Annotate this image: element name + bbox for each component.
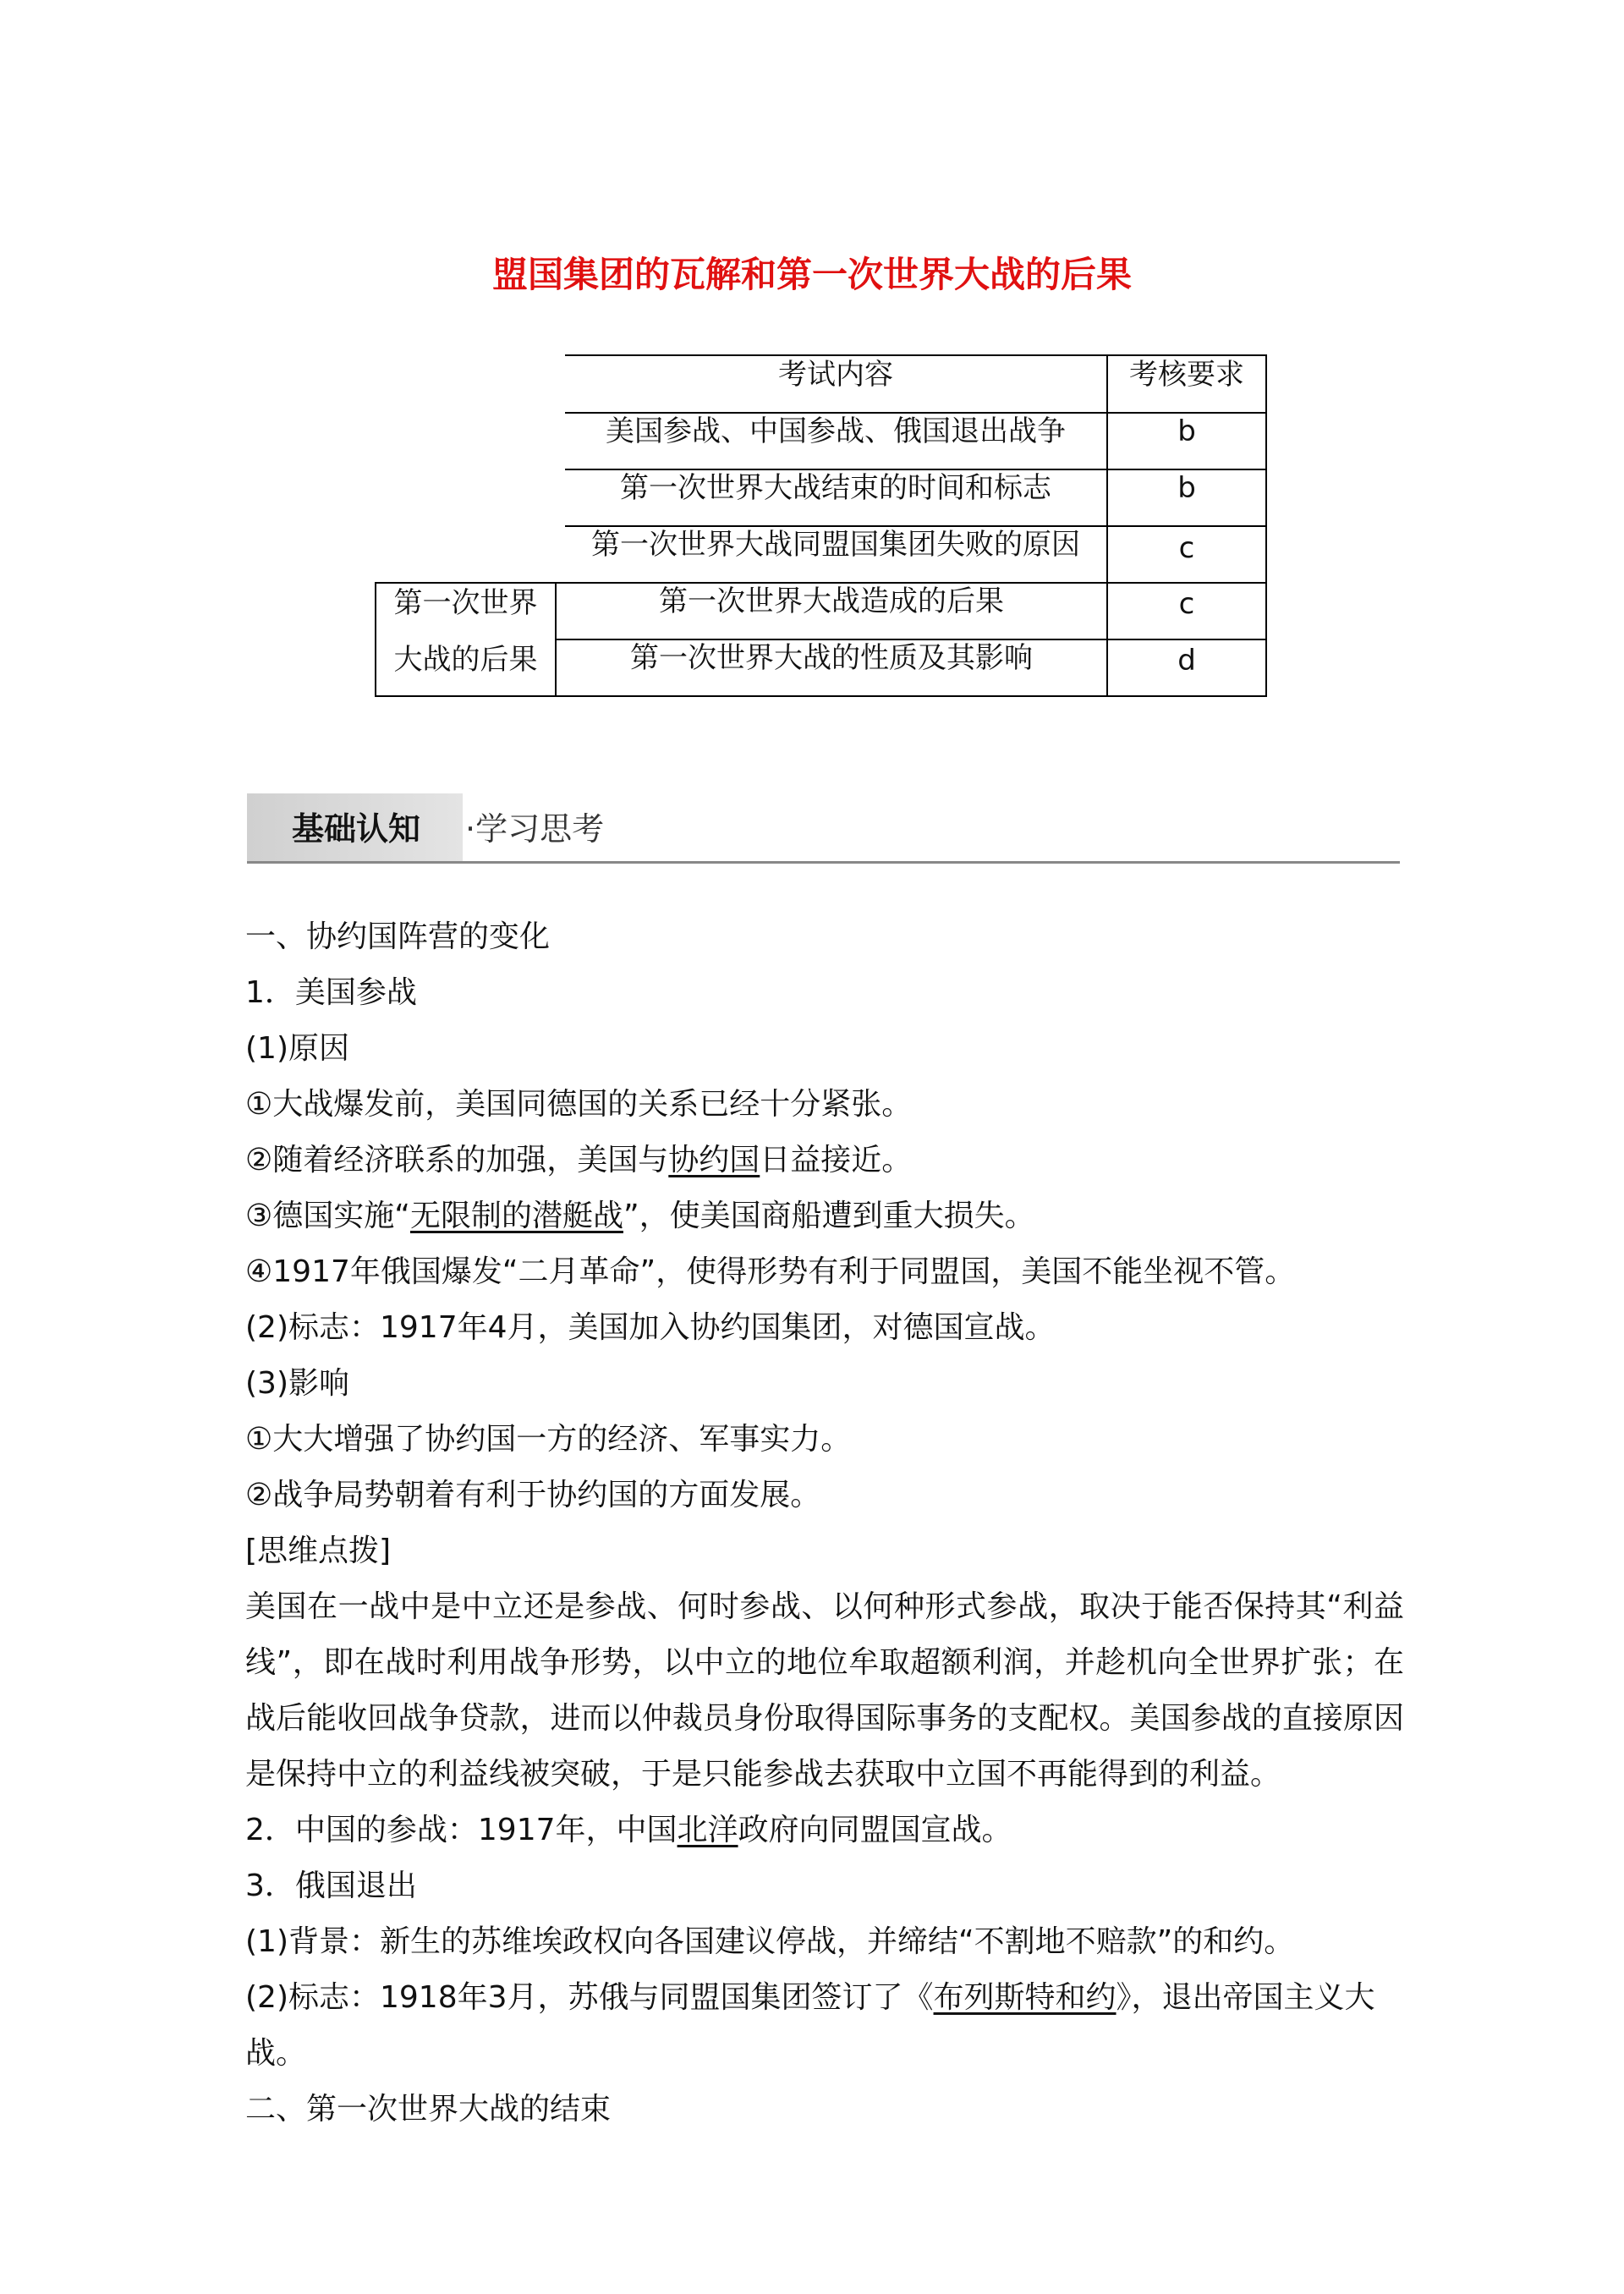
subheading: (3)影响 <box>245 1366 349 1401</box>
list-item: ④1917年俄国爆发“二月革命”，使得形势有利于同盟国，美国不能坐视不管。 <box>245 1254 1296 1289</box>
list-item: ③德国实施“无限制的潜艇战”，使美国商船遭到重大损失。 <box>245 1199 1035 1233</box>
table-rule <box>565 412 1267 414</box>
table-header-content: 考试内容 <box>778 358 893 392</box>
subheading: (2)标志：1918年3月，苏俄与同盟国集团签订了《布列斯特和约》，退出帝国主义大战。 <box>245 1980 1375 2071</box>
table-rule <box>557 639 1267 640</box>
table-cell-content: 第一次世界大战的性质及其影响 <box>630 641 1033 675</box>
table-rule <box>375 695 1267 697</box>
table-cell-content: 第一次世界大战结束的时间和标志 <box>620 471 1051 505</box>
table-cell-content: 第一次世界大战造成的后果 <box>659 584 1004 618</box>
body-text <box>245 909 1404 2138</box>
tip-label: [思维点拨] <box>245 1534 392 1568</box>
heading-level-1: 一、协约国阵营的变化 <box>245 919 551 954</box>
table-rule <box>565 354 1267 356</box>
tip-paragraph: 美国在一战中是中立还是参战、何时参战、以何种形式参战，取决于能否保持其“利益线”，即在战时利用战争形势，以中立的地位牟取超额利润，并趁机向全世界扩张；在战后能收回战争贷款，进而以仲裁员身份取得国际事务的支配权。美国参战的直接原因是保持中立的利益线被突破，于是只能参战去获取中立国不再能得到的利益。 <box>245 1589 1404 1792</box>
table-header-requirement: 考核要求 <box>1129 358 1244 392</box>
table-cell-content: 美国参战、中国参战、俄国退出战争 <box>606 414 1066 448</box>
underlined-term: 布列斯特和约 <box>933 1980 1116 2015</box>
subheading: (1)背景：新生的苏维埃政权向各国建议停战，并缔结“不割地不赔款”的和约。 <box>245 1924 1295 1959</box>
underlined-term: 无限制的潜艇战 <box>409 1199 623 1233</box>
underlined-term: 协约国 <box>668 1143 760 1177</box>
underlined-term: 北洋 <box>677 1813 738 1847</box>
heading-level-2: 2．中国的参战：1917年，中国北洋政府向同盟国宣战。 <box>245 1813 1012 1847</box>
table-cell-content: 第一次世界大战同盟国集团失败的原因 <box>591 528 1080 562</box>
table-rule <box>1265 354 1267 697</box>
list-item: ①大大增强了协约国一方的经济、军事实力。 <box>245 1422 852 1457</box>
subheading: (1)原因 <box>245 1031 349 1066</box>
heading-level-1: 二、第一次世界大战的结束 <box>245 2092 612 2127</box>
heading-level-2: 1．美国参战 <box>245 975 417 1010</box>
list-item: ①大战爆发前，美国同德国的关系已经十分紧张。 <box>245 1087 913 1122</box>
section-title: 基础认知 <box>292 810 421 848</box>
table-group-label: 第一次世界 <box>393 586 538 620</box>
section-divider <box>247 861 1400 864</box>
table-group-label: 大战的后果 <box>393 643 538 677</box>
table-rule <box>375 582 1267 584</box>
table-cell-requirement: c <box>1178 587 1195 621</box>
heading-level-2: 3．俄国退出 <box>245 1869 417 1903</box>
table-cell-requirement: d <box>1177 644 1196 678</box>
section-subtitle: ·学习思考 <box>465 810 605 848</box>
subheading: (2)标志：1917年4月，美国加入协约国集团，对德国宣战。 <box>245 1310 1056 1345</box>
table-cell-requirement: b <box>1177 414 1196 448</box>
table-rule <box>565 469 1267 470</box>
table-cell-requirement: c <box>1178 531 1195 565</box>
table-rule <box>565 525 1267 527</box>
list-item: ②战争局势朝着有利于协约国的方面发展。 <box>245 1478 821 1512</box>
table-cell-requirement: b <box>1177 471 1196 505</box>
page-title: 盟国集团的瓦解和第一次世界大战的后果 <box>491 254 1132 295</box>
list-item: ②随着经济联系的加强，美国与协约国日益接近。 <box>245 1143 913 1177</box>
